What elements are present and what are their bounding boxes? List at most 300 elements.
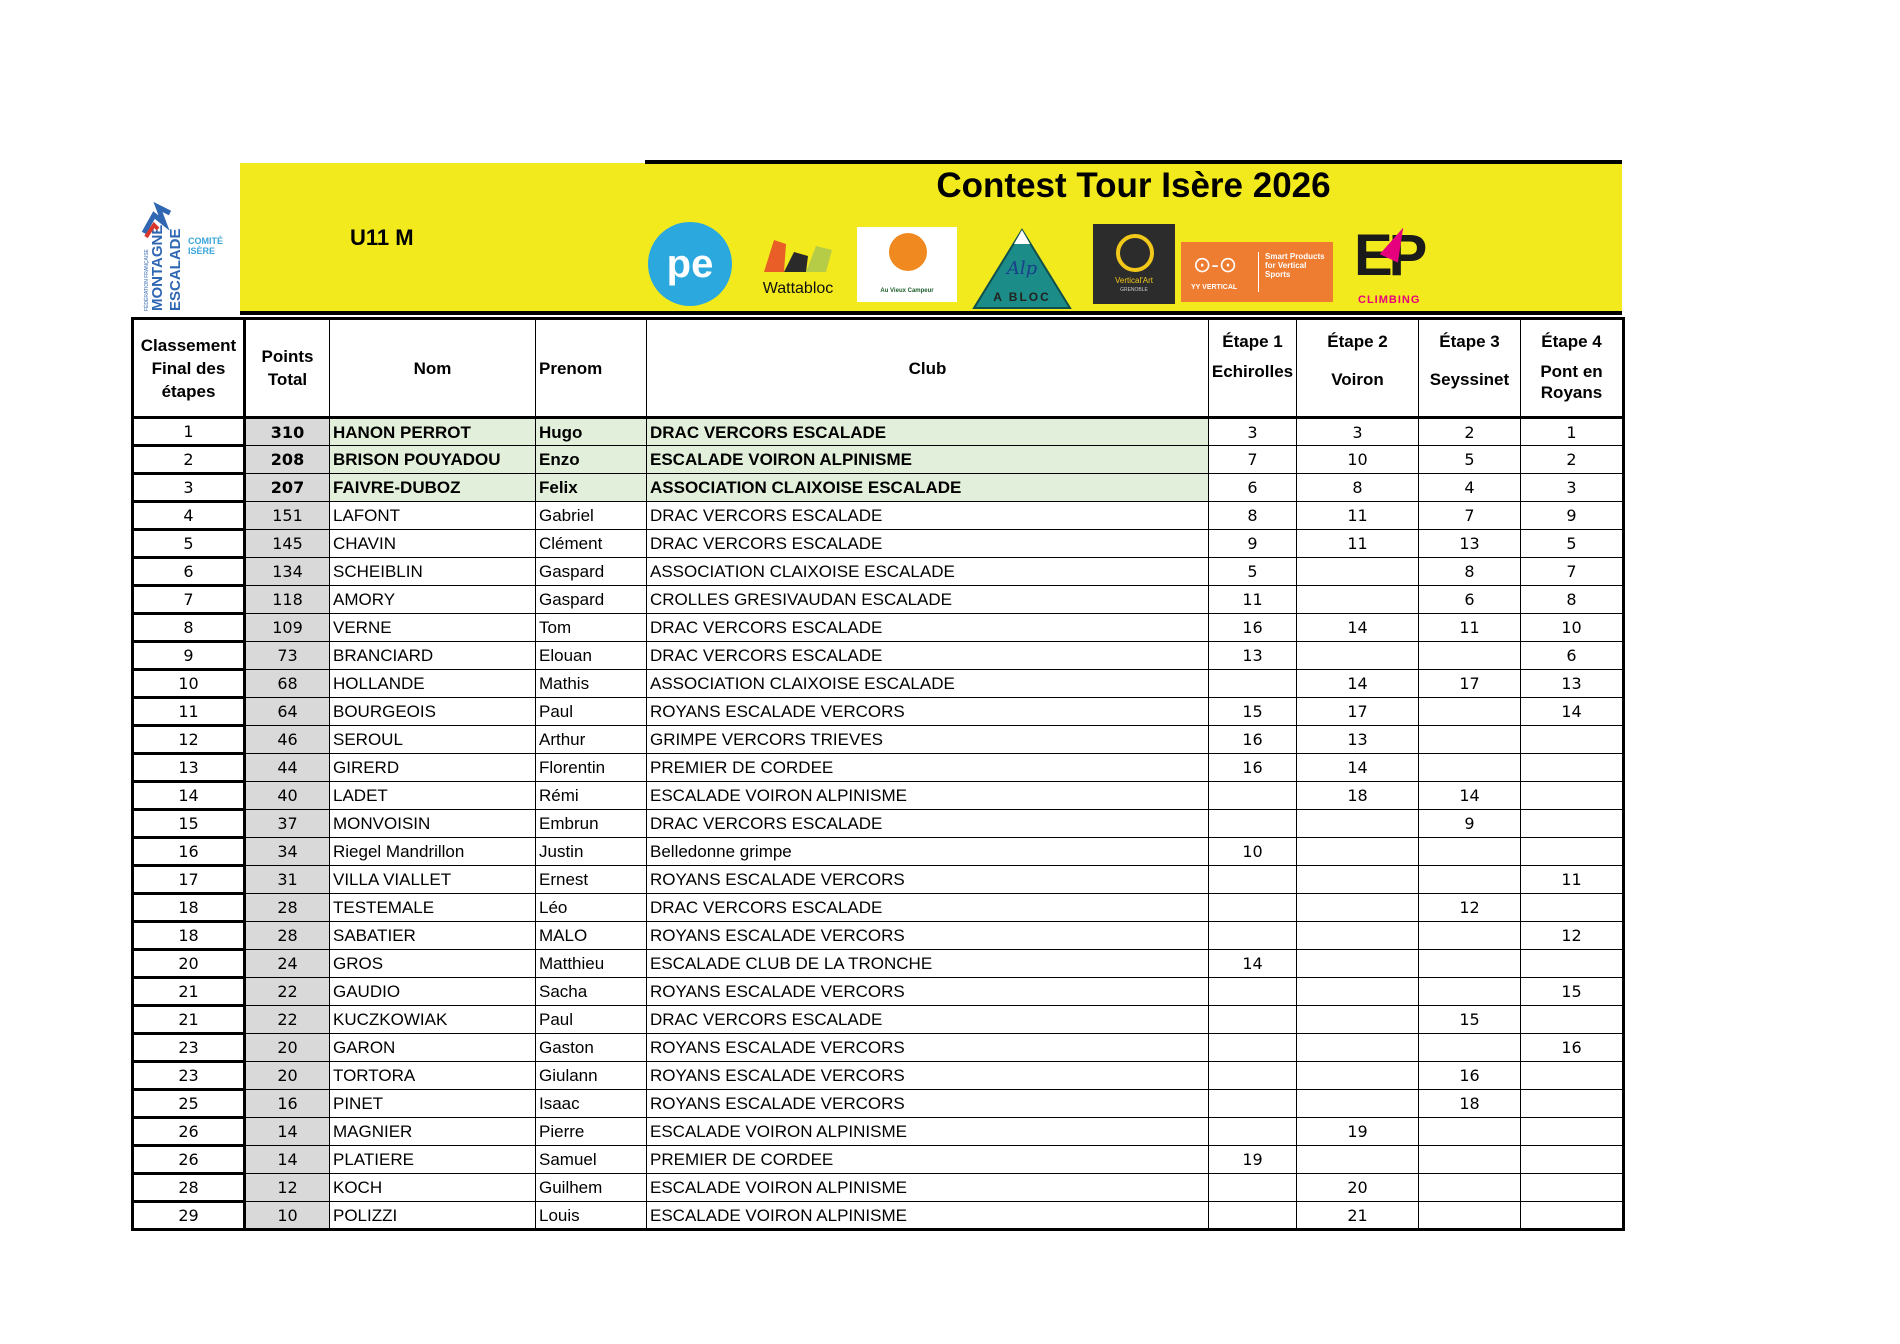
sponsor-ep-sub: CLIMBING: [1358, 294, 1421, 306]
prenom-cell: Paul: [536, 698, 647, 726]
rank-cell: 1: [133, 418, 245, 446]
prenom-cell: Giulann: [536, 1062, 647, 1090]
etape-2-cell: [1297, 558, 1419, 586]
etape-4-cell: [1521, 1062, 1624, 1090]
sponsor-ep-text: EP: [1354, 223, 1424, 288]
points-cell: 37: [245, 810, 330, 838]
club-cell: ESCALADE VOIRON ALPINISME: [647, 782, 1209, 810]
points-cell: 28: [245, 922, 330, 950]
table-row: [133, 1006, 1624, 1034]
club-cell: PREMIER DE CORDEE: [647, 1146, 1209, 1174]
etape-3-cell: 12: [1419, 894, 1521, 922]
etape-2-cell: [1297, 1034, 1419, 1062]
table-row: [133, 670, 1624, 698]
sponsor-yy-tagline: Smart Products for Vertical Sports: [1265, 252, 1325, 279]
prenom-cell: Mathis: [536, 670, 647, 698]
prenom-cell: Tom: [536, 614, 647, 642]
table-row: [133, 1146, 1624, 1174]
etape-4-cell: [1521, 726, 1624, 754]
sponsor-a-bloc-text: A BLOC: [993, 290, 1051, 304]
nom-cell: Riegel Mandrillon: [330, 838, 536, 866]
rank-cell: 26: [133, 1118, 245, 1146]
points-cell: 310: [245, 418, 330, 446]
etape-2-cell: [1297, 950, 1419, 978]
table-row: [133, 1034, 1624, 1062]
rank-cell: 14: [133, 782, 245, 810]
etape-2-cell: [1297, 866, 1419, 894]
etape-1-cell: 6: [1209, 474, 1297, 502]
etape-4-cell: [1521, 754, 1624, 782]
nom-cell: HANON PERROT: [330, 418, 536, 446]
etape-2-cell: [1297, 894, 1419, 922]
logo-tiny-text: FÉDÉRATION FRANÇAISE: [144, 249, 150, 311]
etape-3-cell: 11: [1419, 614, 1521, 642]
points-cell: 12: [245, 1174, 330, 1202]
etape-2-cell: 3: [1297, 418, 1419, 446]
etape-4-cell: [1521, 810, 1624, 838]
club-cell: ROYANS ESCALADE VERCORS: [647, 1062, 1209, 1090]
club-cell: DRAC VERCORS ESCALADE: [647, 614, 1209, 642]
club-cell: DRAC VERCORS ESCALADE: [647, 810, 1209, 838]
table-row: [133, 838, 1624, 866]
table-row: [133, 950, 1624, 978]
rank-cell: 4: [133, 502, 245, 530]
etape-1-cell: [1209, 1202, 1297, 1230]
table-row: [133, 922, 1624, 950]
header-club: Club: [647, 319, 1209, 418]
table-row: [133, 894, 1624, 922]
table-row: [133, 474, 1624, 502]
etape-2-cell: 18: [1297, 782, 1419, 810]
nom-cell: PINET: [330, 1090, 536, 1118]
nom-cell: CHAVIN: [330, 530, 536, 558]
rank-cell: 7: [133, 586, 245, 614]
etape-3-cell: 15: [1419, 1006, 1521, 1034]
sponsor-yy-text: YY VERTICAL: [1191, 284, 1238, 291]
rank-cell: 29: [133, 1202, 245, 1230]
rank-cell: 23: [133, 1034, 245, 1062]
etape-1-cell: 13: [1209, 642, 1297, 670]
etape-3-cell: [1419, 922, 1521, 950]
rank-cell: 21: [133, 978, 245, 1006]
etape-1-city: Echirolles: [1211, 362, 1294, 381]
points-cell: 24: [245, 950, 330, 978]
rank-cell: 15: [133, 810, 245, 838]
nom-cell: GROS: [330, 950, 536, 978]
prenom-cell: Arthur: [536, 726, 647, 754]
prenom-cell: Paul: [536, 1006, 647, 1034]
club-cell: ROYANS ESCALADE VERCORS: [647, 922, 1209, 950]
etape-2-cell: 14: [1297, 670, 1419, 698]
nom-cell: GARON: [330, 1034, 536, 1062]
club-cell: ESCALADE VOIRON ALPINISME: [647, 1118, 1209, 1146]
club-cell: Belledonne grimpe: [647, 838, 1209, 866]
points-cell: 64: [245, 698, 330, 726]
club-cell: ESCALADE VOIRON ALPINISME: [647, 1174, 1209, 1202]
prenom-cell: Samuel: [536, 1146, 647, 1174]
nom-cell: BRANCIARD: [330, 642, 536, 670]
club-cell: ROYANS ESCALADE VERCORS: [647, 978, 1209, 1006]
club-cell: ROYANS ESCALADE VERCORS: [647, 698, 1209, 726]
points-cell: 34: [245, 838, 330, 866]
etape-2-cell: 13: [1297, 726, 1419, 754]
header-bottom-rule: [240, 311, 1622, 315]
prenom-cell: Justin: [536, 838, 647, 866]
points-cell: 151: [245, 502, 330, 530]
etape-1-cell: 15: [1209, 698, 1297, 726]
prenom-cell: Hugo: [536, 418, 647, 446]
sponsor-alp-text: Alp: [1006, 258, 1038, 279]
rank-cell: 18: [133, 922, 245, 950]
etape-1-cell: [1209, 810, 1297, 838]
table-row: [133, 810, 1624, 838]
prenom-cell: Gabriel: [536, 502, 647, 530]
club-cell: ESCALADE CLUB DE LA TRONCHE: [647, 950, 1209, 978]
prenom-cell: Clément: [536, 530, 647, 558]
etape-4-city: Pont en Royans: [1540, 362, 1603, 402]
sponsor-au-vieux-campeur-logo: [857, 227, 957, 302]
etape-1-cell: 16: [1209, 754, 1297, 782]
prenom-cell: Florentin: [536, 754, 647, 782]
etape-4-cell: 1: [1521, 418, 1624, 446]
etape-2-cell: [1297, 1090, 1419, 1118]
sponsor-pe-text: pe: [666, 241, 714, 286]
nom-cell: BRISON POUYADOU: [330, 446, 536, 474]
club-cell: ROYANS ESCALADE VERCORS: [647, 1034, 1209, 1062]
prenom-cell: Gaston: [536, 1034, 647, 1062]
nom-cell: VERNE: [330, 614, 536, 642]
etape-4-cell: 7: [1521, 558, 1624, 586]
etape-1-cell: 7: [1209, 446, 1297, 474]
rank-cell: 28: [133, 1174, 245, 1202]
etape-2-cell: 19: [1297, 1118, 1419, 1146]
sponsor-ep-climbing-logo: [1350, 222, 1440, 308]
etape-1-label: Étape 1: [1222, 332, 1283, 351]
nom-cell: POLIZZI: [330, 1202, 536, 1230]
club-cell: ASSOCIATION CLAIXOISE ESCALADE: [647, 474, 1209, 502]
etape-4-cell: [1521, 1202, 1624, 1230]
glasses-icon: ⊙-⊙: [1193, 252, 1238, 277]
etape-2-cell: 14: [1297, 754, 1419, 782]
etape-2-cell: [1297, 1006, 1419, 1034]
etape-1-cell: 8: [1209, 502, 1297, 530]
etape-4-cell: [1521, 894, 1624, 922]
etape-2-cell: [1297, 838, 1419, 866]
prenom-cell: Ernest: [536, 866, 647, 894]
etape-1-cell: 14: [1209, 950, 1297, 978]
nom-cell: GIRERD: [330, 754, 536, 782]
nom-cell: TORTORA: [330, 1062, 536, 1090]
nom-cell: AMORY: [330, 586, 536, 614]
etape-4-cell: 6: [1521, 642, 1624, 670]
etape-3-cell: [1419, 726, 1521, 754]
etape-1-cell: 5: [1209, 558, 1297, 586]
table-row: [133, 782, 1624, 810]
etape-4-cell: 3: [1521, 474, 1624, 502]
club-cell: ROYANS ESCALADE VERCORS: [647, 1090, 1209, 1118]
logo-comite-text: COMITÉ ISÈRE: [188, 236, 223, 256]
club-cell: DRAC VERCORS ESCALADE: [647, 502, 1209, 530]
etape-2-cell: 11: [1297, 530, 1419, 558]
points-cell: 16: [245, 1090, 330, 1118]
etape-2-cell: 11: [1297, 502, 1419, 530]
club-cell: DRAC VERCORS ESCALADE: [647, 642, 1209, 670]
etape-4-label: Étape 4: [1541, 332, 1602, 351]
points-cell: 145: [245, 530, 330, 558]
points-cell: 46: [245, 726, 330, 754]
etape-3-cell: 9: [1419, 810, 1521, 838]
etape-2-cell: 8: [1297, 474, 1419, 502]
hiker-icon: [889, 233, 927, 271]
nom-cell: VILLA VIALLET: [330, 866, 536, 894]
nom-cell: LADET: [330, 782, 536, 810]
rank-cell: 11: [133, 698, 245, 726]
sponsor-vieux-campeur-text: Au Vieux Campeur: [880, 288, 934, 294]
etape-3-cell: [1419, 838, 1521, 866]
results-table: [131, 317, 1625, 1231]
nom-cell: SCHEIBLIN: [330, 558, 536, 586]
etape-4-cell: 12: [1521, 922, 1624, 950]
nom-cell: KUCZKOWIAK: [330, 1006, 536, 1034]
club-cell: DRAC VERCORS ESCALADE: [647, 1006, 1209, 1034]
rank-cell: 16: [133, 838, 245, 866]
etape-4-cell: 9: [1521, 502, 1624, 530]
etape-3-cell: 2: [1419, 418, 1521, 446]
table-row: [133, 1202, 1624, 1230]
points-cell: 73: [245, 642, 330, 670]
etape-1-cell: 11: [1209, 586, 1297, 614]
etape-3-cell: 4: [1419, 474, 1521, 502]
prenom-cell: Sacha: [536, 978, 647, 1006]
etape-2-cell: 17: [1297, 698, 1419, 726]
yy-divider: [1258, 252, 1259, 292]
etape-3-cell: 13: [1419, 530, 1521, 558]
etape-1-cell: 19: [1209, 1146, 1297, 1174]
nom-cell: KOCH: [330, 1174, 536, 1202]
rank-cell: 12: [133, 726, 245, 754]
etape-1-cell: 16: [1209, 726, 1297, 754]
etape-1-cell: 10: [1209, 838, 1297, 866]
points-cell: 14: [245, 1118, 330, 1146]
nom-cell: SEROUL: [330, 726, 536, 754]
table-row: [133, 1118, 1624, 1146]
table-row: [133, 614, 1624, 642]
rank-cell: 20: [133, 950, 245, 978]
header-prenom: Prenom: [536, 319, 647, 418]
table-row: [133, 530, 1624, 558]
table-row: [133, 754, 1624, 782]
pulse-ring-icon: [1116, 234, 1154, 272]
etape-3-cell: 17: [1419, 670, 1521, 698]
logo-escalade-text: ESCALADE: [167, 228, 184, 311]
sponsor-yy-vertical-logo: [1181, 242, 1333, 302]
sponsor-pe-logo: [648, 222, 732, 306]
points-cell: 20: [245, 1034, 330, 1062]
prenom-cell: Felix: [536, 474, 647, 502]
etape-4-cell: [1521, 838, 1624, 866]
rank-cell: 25: [133, 1090, 245, 1118]
etape-3-cell: [1419, 950, 1521, 978]
sponsor-vertical-art-logo: [1093, 224, 1175, 304]
club-cell: ASSOCIATION CLAIXOISE ESCALADE: [647, 670, 1209, 698]
rank-cell: 2: [133, 446, 245, 474]
points-cell: 68: [245, 670, 330, 698]
etape-4-cell: [1521, 782, 1624, 810]
points-cell: 22: [245, 1006, 330, 1034]
etape-4-cell: 11: [1521, 866, 1624, 894]
etape-3-label: Étape 3: [1439, 332, 1500, 351]
etape-1-cell: 9: [1209, 530, 1297, 558]
rank-cell: 6: [133, 558, 245, 586]
etape-1-cell: [1209, 894, 1297, 922]
etape-3-cell: 8: [1419, 558, 1521, 586]
nom-cell: FAIVRE-DUBOZ: [330, 474, 536, 502]
etape-2-cell: [1297, 810, 1419, 838]
nom-cell: MAGNIER: [330, 1118, 536, 1146]
etape-2-cell: [1297, 586, 1419, 614]
etape-2-cell: [1297, 1146, 1419, 1174]
etape-1-cell: [1209, 978, 1297, 1006]
etape-1-cell: [1209, 1090, 1297, 1118]
prenom-cell: Matthieu: [536, 950, 647, 978]
nom-cell: GAUDIO: [330, 978, 536, 1006]
club-cell: ASSOCIATION CLAIXOISE ESCALADE: [647, 558, 1209, 586]
etape-1-cell: 16: [1209, 614, 1297, 642]
etape-4-cell: [1521, 1090, 1624, 1118]
etape-3-cell: 6: [1419, 586, 1521, 614]
nom-cell: SABATIER: [330, 922, 536, 950]
etape-1-cell: [1209, 1034, 1297, 1062]
prenom-cell: Rémi: [536, 782, 647, 810]
nom-cell: MONVOISIN: [330, 810, 536, 838]
nom-cell: TESTEMALE: [330, 894, 536, 922]
nom-cell: BOURGEOIS: [330, 698, 536, 726]
prenom-cell: Enzo: [536, 446, 647, 474]
etape-2-cell: [1297, 978, 1419, 1006]
sponsor-vertical-art-sub: GRENOBLE: [1120, 287, 1148, 293]
etape-2-cell: [1297, 922, 1419, 950]
etape-1-cell: 3: [1209, 418, 1297, 446]
sponsor-wattabloc-text: Wattabloc: [762, 280, 834, 297]
nom-cell: LAFONT: [330, 502, 536, 530]
rank-cell: 17: [133, 866, 245, 894]
prenom-cell: Guilhem: [536, 1174, 647, 1202]
sponsor-wattabloc-logo: [752, 230, 844, 302]
etape-1-cell: [1209, 782, 1297, 810]
rank-cell: 9: [133, 642, 245, 670]
prenom-cell: Gaspard: [536, 558, 647, 586]
club-cell: DRAC VERCORS ESCALADE: [647, 418, 1209, 446]
category-label: U11 M: [350, 225, 414, 250]
etape-1-cell: [1209, 1062, 1297, 1090]
etape-2-cell: 10: [1297, 446, 1419, 474]
etape-4-cell: [1521, 950, 1624, 978]
table-row: [133, 1174, 1624, 1202]
sponsor-vertical-art-text: Vertical'Art: [1115, 276, 1153, 285]
rank-cell: 5: [133, 530, 245, 558]
club-cell: ROYANS ESCALADE VERCORS: [647, 866, 1209, 894]
etape-4-cell: [1521, 1174, 1624, 1202]
header-points: Points Total: [245, 319, 330, 418]
header-rank: Classement Final des étapes: [133, 319, 245, 418]
rank-cell: 8: [133, 614, 245, 642]
table-header-row: [133, 319, 1624, 418]
table-row: [133, 978, 1624, 1006]
rank-cell: 13: [133, 754, 245, 782]
table-row: [133, 558, 1624, 586]
etape-3-cell: [1419, 698, 1521, 726]
prenom-cell: Léo: [536, 894, 647, 922]
table-row: [133, 642, 1624, 670]
etape-1-cell: [1209, 866, 1297, 894]
table-row: [133, 1090, 1624, 1118]
rank-cell: 3: [133, 474, 245, 502]
table-row: [133, 502, 1624, 530]
header-etape-2: [1297, 319, 1419, 418]
club-cell: DRAC VERCORS ESCALADE: [647, 894, 1209, 922]
etape-4-cell: [1521, 1006, 1624, 1034]
etape-4-cell: 14: [1521, 698, 1624, 726]
etape-3-city: Seyssinet: [1429, 370, 1510, 389]
rank-cell: 10: [133, 670, 245, 698]
etape-1-cell: [1209, 1118, 1297, 1146]
prenom-cell: Elouan: [536, 642, 647, 670]
prenom-cell: Gaspard: [536, 586, 647, 614]
etape-4-cell: 13: [1521, 670, 1624, 698]
points-cell: 20: [245, 1062, 330, 1090]
table-row: [133, 418, 1624, 446]
header-nom: Nom: [330, 319, 536, 418]
club-cell: CROLLES GRESIVAUDAN ESCALADE: [647, 586, 1209, 614]
etape-2-city: Voiron: [1331, 370, 1384, 389]
table-row: [133, 698, 1624, 726]
points-cell: 44: [245, 754, 330, 782]
club-cell: GRIMPE VERCORS TRIEVES: [647, 726, 1209, 754]
etape-3-cell: [1419, 978, 1521, 1006]
etape-2-cell: 20: [1297, 1174, 1419, 1202]
etape-3-cell: [1419, 1118, 1521, 1146]
etape-4-cell: [1521, 1146, 1624, 1174]
etape-3-cell: [1419, 1202, 1521, 1230]
etape-4-cell: 10: [1521, 614, 1624, 642]
points-cell: 40: [245, 782, 330, 810]
etape-3-cell: 18: [1419, 1090, 1521, 1118]
etape-4-cell: 2: [1521, 446, 1624, 474]
logo-montagne-text: MONTAGNE: [149, 224, 166, 311]
rank-cell: 18: [133, 894, 245, 922]
page-title: Contest Tour Isère 2026: [936, 166, 1331, 205]
etape-1-cell: [1209, 922, 1297, 950]
sponsor-alp-a-bloc-logo: [970, 228, 1074, 310]
table-row: [133, 866, 1624, 894]
etape-2-label: Étape 2: [1327, 332, 1388, 351]
etape-3-cell: [1419, 1146, 1521, 1174]
table-row: [133, 1062, 1624, 1090]
etape-4-cell: [1521, 1118, 1624, 1146]
etape-3-cell: [1419, 866, 1521, 894]
prenom-cell: Embrun: [536, 810, 647, 838]
wattabloc-shapes-icon: [760, 234, 840, 274]
etape-3-cell: [1419, 642, 1521, 670]
prenom-cell: Pierre: [536, 1118, 647, 1146]
prenom-cell: MALO: [536, 922, 647, 950]
results-body: [133, 418, 1624, 1230]
nom-cell: PLATIERE: [330, 1146, 536, 1174]
table-row: [133, 586, 1624, 614]
points-cell: 28: [245, 894, 330, 922]
etape-4-cell: 5: [1521, 530, 1624, 558]
etape-4-cell: 16: [1521, 1034, 1624, 1062]
